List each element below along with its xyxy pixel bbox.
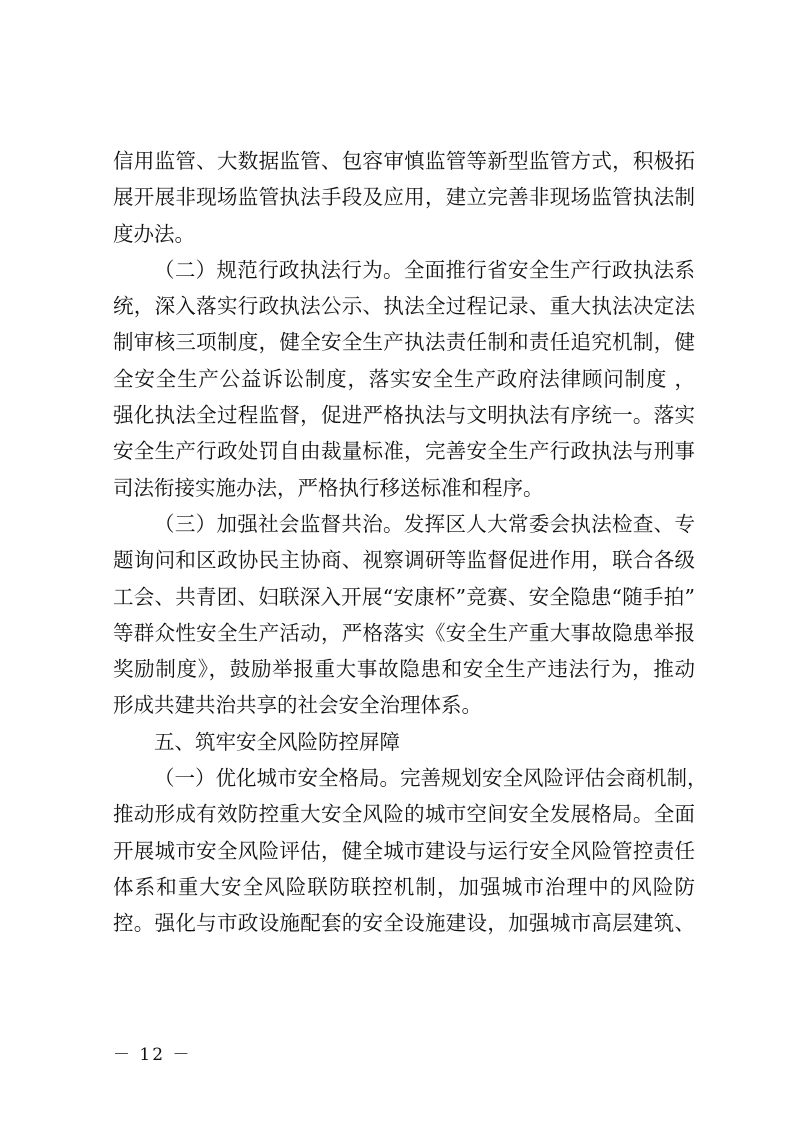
text-line: 全安全生产公益诉讼制度，落实安全生产政府法律顾问制度 ， bbox=[113, 366, 695, 391]
text-line: 度办法。 bbox=[113, 221, 195, 246]
text-line: 形成共建共治共享的社会安全治理体系。 bbox=[113, 693, 482, 718]
paragraph-4 bbox=[113, 760, 708, 941]
text-run: 发挥区人大常委会执法检查、专 bbox=[403, 511, 696, 536]
text-line bbox=[113, 252, 695, 288]
text-line: 强化执法全过程监督，促进严格执法与文明执法有序统一。落实 bbox=[113, 403, 695, 428]
text-run: 全面推行省安全生产行政执法系 bbox=[403, 257, 696, 282]
text-line bbox=[113, 760, 708, 796]
text-line: 开展城市安全风险评估，健全城市建设与运行安全风险管控责任 bbox=[113, 838, 695, 863]
text-line: 奖励制度》，鼓励举报重大事故隐患和安全生产违法行为，推动 bbox=[113, 657, 695, 682]
text-line: 题询问和区政协民主协商、视察调研等监督促进作用，联合各级 bbox=[113, 548, 695, 573]
text-run: 完善规划安全风险评估会商机制， bbox=[400, 766, 708, 791]
text-line: 信用监管、大数据监管、包容审慎监管等新型监管方式，积极拓 bbox=[113, 149, 695, 173]
paragraph-lead: （一）优化城市安全格局。 bbox=[154, 766, 400, 791]
text-line: 统，深入落实行政执法公示、执法全过程记录、重大执法决定法 bbox=[113, 294, 695, 319]
text-line: 展开展非现场监管执法手段及应用，建立完善非现场监管执法制 bbox=[113, 185, 695, 210]
paragraph-2 bbox=[113, 252, 695, 506]
text-line: 体系和重大安全风险联防联控机制，加强城市治理中的风险防 bbox=[113, 874, 695, 899]
text-line: 推动形成有效防控重大安全风险的城市空间安全发展格局。全面 bbox=[113, 802, 695, 827]
page-number: － 12 － bbox=[113, 1045, 192, 1065]
paragraph-1 bbox=[113, 143, 695, 252]
paragraph-3 bbox=[113, 506, 695, 724]
section-heading: 五、筑牢安全风险防控屏障 bbox=[154, 729, 400, 754]
text-line: 制审核三项制度，健全安全生产执法责任制和责任追究机制，健 bbox=[113, 330, 695, 355]
paragraph-lead: （三）加强社会监督共治。 bbox=[154, 511, 404, 536]
text-line: 等群众性安全生产活动，严格落实《安全生产重大事故隐患举报 bbox=[113, 620, 695, 645]
text-line: 安全生产行政处罚自由裁量标准，完善安全生产行政执法与刑事 bbox=[113, 439, 695, 464]
text-line bbox=[113, 506, 695, 542]
text-line: 工会、共青团、妇联深入开展“安康杯”竞赛、安全隐患“随手拍” bbox=[113, 584, 695, 609]
text-line: 控。强化与市政设施配套的安全设施建设，加强城市高层建筑、 bbox=[113, 911, 695, 936]
paragraph-lead: （二）规范行政执法行为。 bbox=[154, 257, 404, 282]
text-line: 司法衔接实施办法，严格执行移送标准和程序。 bbox=[113, 475, 544, 500]
body-text bbox=[113, 143, 708, 942]
